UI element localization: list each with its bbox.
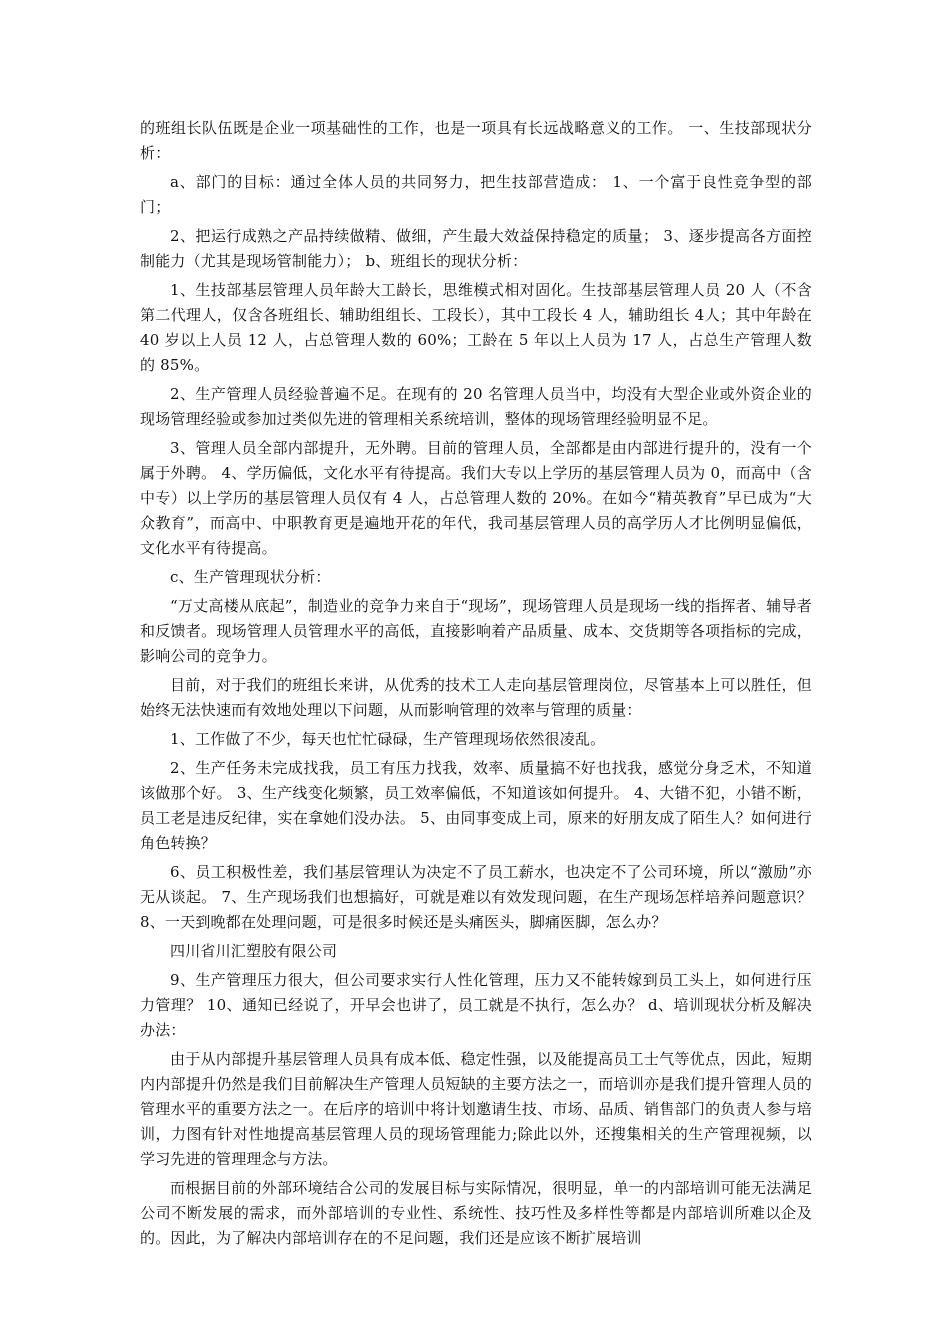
paragraph: “万丈高楼从底起”，制造业的竞争力来自于“现场”，现场管理人员是现场一线的指挥者、辅导者和反馈者。现场管理人员管理水平的高低，直接影响着产品质量、成本、交货期等各项指标的完成，影响公司的竞争力。 xyxy=(140,597,812,665)
paragraph: 2、生产管理人员经验普遍不足。在现有的 20 名管理人员当中，均没有大型企业或外资企业的现场管理经验或参加过类似先进的管理相关系统培训，整体的现场管理经验明显不足。 xyxy=(140,385,812,428)
paragraph: 2、生产任务未完成找我，员工有压力找我，效率、质量搞不好也找我，感觉分身乏术，不知道该做那个好。 3、生产线变化频繁，员工效率偏低，不知道该如何提升。 4、大错不犯，小错不断，员工老是违反纪律，实在拿她们没办法。 5、由同事变成上司，原来的好朋友成了陌生人？如何进行角色转换？ xyxy=(140,759,812,852)
company-name-line: 四川省川汇塑胶有限公司 xyxy=(170,942,338,960)
paragraph: 由于从内部提升基层管理人员具有成本低、稳定性强，以及能提高员工士气等优点，因此，短期内内部提升仍然是我们目前解决生产管理人员短缺的主要方法之一，而培训亦是我们提升管理人员的管理水平的重要方法之一。在后序的培训中将计划邀请生技、市场、品质、销售部门的负责人参与培训，力图有针对性地提高基层管理人员的现场管理能力;除此以外，还搜集相关的生产管理视频，以学习先进的管理理念与方法。 xyxy=(140,1050,812,1168)
paragraph: c、生产管理现状分析： xyxy=(170,568,331,586)
paragraph: 1、工作做了不少，每天也忙忙碌碌，生产管理现场依然很凌乱。 xyxy=(170,730,606,748)
document-body xyxy=(140,116,812,1255)
paragraph: 1、生技部基层管理人员年龄大工龄长，思维模式相对固化。生技部基层管理人员 20 人（不含第二代理人，仅含各班组长、辅助组组长、工段长），其中工段长 4 人，辅助组长 4人；其中年龄在 40 岁以上人员 12 人，占总管理人数的 60%；工龄在 5 年以上人员为 17 人，占总生产管理人数的 85%。 xyxy=(140,281,812,374)
paragraph: 目前，对于我们的班组长来讲，从优秀的技术工人走向基层管理岗位，尽管基本上可以胜任，但始终无法快速而有效地处理以下问题，从而影响管理的效率与管理的质量： xyxy=(140,676,812,719)
paragraph: 6、员工积极性差，我们基层管理认为决定不了员工薪水，也决定不了公司环境，所以“激励”亦无从谈起。 7、生产现场我们也想搞好，可就是难以有效发现问题，在生产现场怎样培养问题意识？ 8、一天到晚都在处理问题，可是很多时候还是头痛医头，脚痛医脚，怎么办？ xyxy=(140,863,812,931)
paragraph: 而根据目前的外部环境结合公司的发展目标与实际情况，很明显，单一的内部培训可能无法满足公司不断发展的需求，而外部培训的专业性、系统性、技巧性及多样性等都是内部培训所难以企及的。因此，为了解决内部培训存在的不足问题，我们还是应该不断扩展培训 xyxy=(140,1179,812,1247)
paragraph: 3、管理人员全部内部提升，无外聘。目前的管理人员，全部都是由内部进行提升的，没有一个属于外聘。 4、学历偏低，文化水平有待提高。我们大专以上学历的基层管理人员为 0，而高中（含中专）以上学历的基层管理人员仅有 4 人，占总管理人数的 20%。在如今“精英教育”早已成为“大众教育”，而高中、中职教育更是遍地开花的年代，我司基层管理人员的高学历人才比例明显偏低，文化水平有待提高。 xyxy=(140,439,812,557)
paragraph: 的班组长队伍既是企业一项基础性的工作，也是一项具有长远战略意义的工作。 一、生技部现状分析： xyxy=(140,119,812,162)
paragraph: 9、生产管理压力很大，但公司要求实行人性化管理，压力又不能转嫁到员工头上，如何进行压力管理？ 10、通知已经说了，开早会也讲了，员工就是不执行，怎么办？ d、培训现状分析及解决办法： xyxy=(140,971,812,1039)
paragraph: 2、把运行成熟之产品持续做精、做细，产生最大效益保持稳定的质量； 3、逐步提高各方面控制能力（尤其是现场管制能力）； b、班组长的现状分析： xyxy=(140,227,812,270)
paragraph: a、部门的目标：通过全体人员的共同努力，把生技部营造成： 1、一个富于良性竞争型的部门； xyxy=(140,173,812,216)
